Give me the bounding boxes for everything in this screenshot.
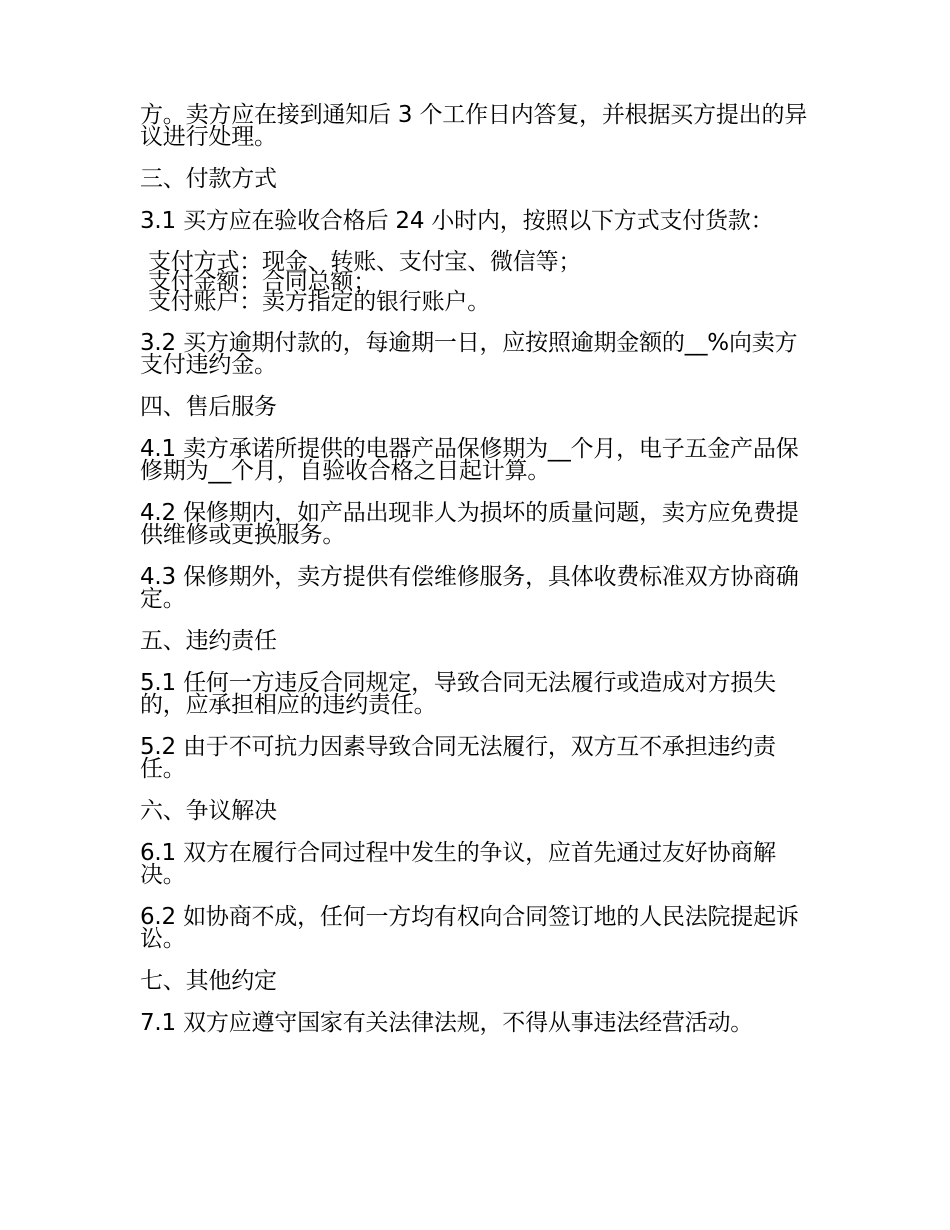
clause-4-2: 4.2 保修期内，如产品出现非人为损坏的质量问题，卖方应免费提供维修或更换服务。 <box>140 500 799 548</box>
clause-4-1: 4.1 卖方承诺所提供的电器产品保修期为__个月，电子五金产品保修期为__个月，自验收合格之日起计算。 <box>140 436 799 484</box>
clause-5-2: 5.2 由于不可抗力因素导致合同无法履行，双方互不承担违约责任。 <box>140 734 776 782</box>
clause-3-1: 3.1 买方应在验收合格后 24 小时内，按照以下方式支付货款： <box>140 208 774 234</box>
clause-5-1: 5.1 任何一方违反合同规定，导致合同无法履行或造成对方损失的，应承担相应的违约责任。 <box>140 670 776 718</box>
list-item: 支付金额：合同总额； <box>148 269 377 295</box>
list-item: 支付账户：卖方指定的银行账户。 <box>148 289 491 315</box>
list-item: 支付方式：现金、转账、支付宝、微信等； <box>148 249 582 275</box>
payment-terms-list <box>140 249 812 315</box>
section-heading-other: 七、其他约定 <box>140 968 277 994</box>
clause-3-2: 3.2 买方逾期付款的，每逾期一日，应按照逾期金额的__%向卖方支付违约金。 <box>140 330 798 378</box>
clause-7-1: 7.1 双方应遵守国家有关法律法规，不得从事违法经营活动。 <box>140 1010 754 1036</box>
section-heading-dispute: 六、争议解决 <box>140 798 277 824</box>
document-body <box>140 104 812 1054</box>
clause-6-1: 6.1 双方在履行合同过程中发生的争议，应首先通过友好协商解决。 <box>140 840 776 888</box>
section-heading-after-sales: 四、售后服务 <box>140 394 277 420</box>
clause-6-2: 6.2 如协商不成，任何一方均有权向合同签订地的人民法院提起诉讼。 <box>140 904 799 952</box>
section-heading-liability: 五、违约责任 <box>140 628 277 654</box>
section-heading-payment: 三、付款方式 <box>140 166 277 192</box>
clause-4-3: 4.3 保修期外，卖方提供有偿维修服务，具体收费标准双方协商确定。 <box>140 564 799 612</box>
paragraph-objection-reply: 方。卖方应在接到通知后 3 个工作日内答复，并根据买方提出的异议进行处理。 <box>140 102 808 150</box>
